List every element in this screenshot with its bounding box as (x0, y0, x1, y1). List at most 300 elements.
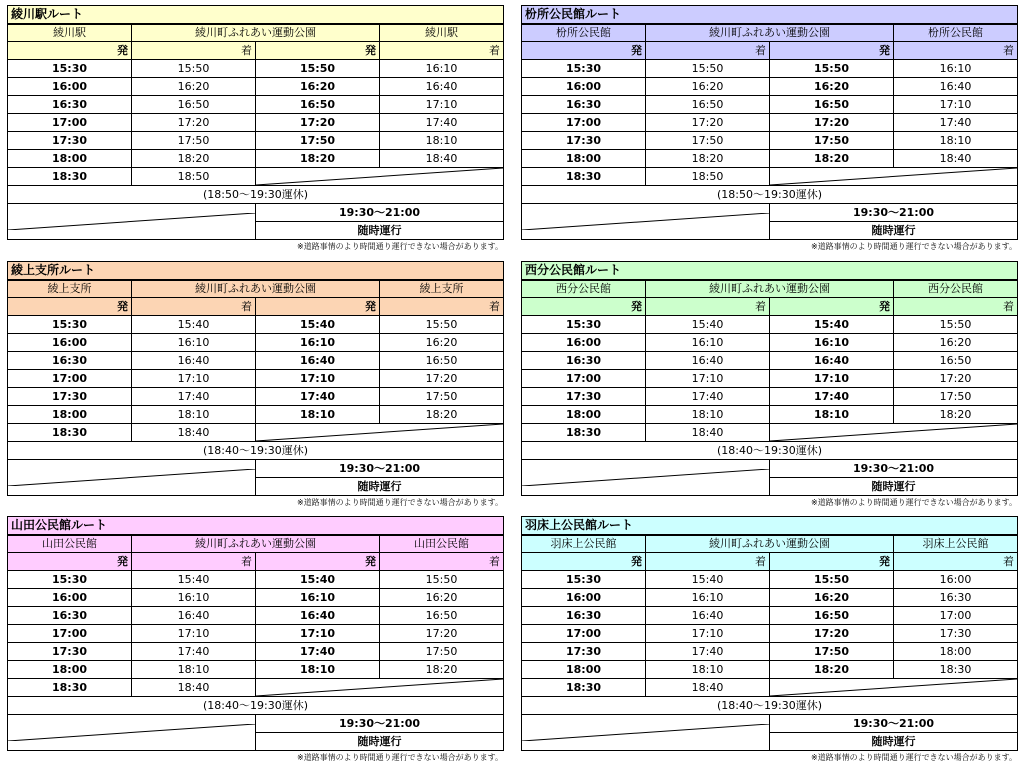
no-service-cell (256, 168, 504, 186)
departure-time: 15:40 (256, 316, 380, 334)
arrival-time: 16:40 (894, 78, 1018, 96)
arrive-label: 着 (646, 42, 770, 60)
route-timetable (521, 5, 1017, 252)
table-row (8, 625, 504, 643)
departure-time: 17:50 (770, 643, 894, 661)
no-service-slash (770, 168, 1017, 185)
arrival-time: 15:40 (646, 316, 770, 334)
table-row (522, 168, 1018, 186)
depart-label: 発 (522, 42, 646, 60)
departure-time: 17:00 (8, 370, 132, 388)
no-service-slash (770, 424, 1017, 441)
service-suspension-note: (18:50～19:30運休) (522, 186, 1018, 204)
departure-time: 18:10 (256, 406, 380, 424)
no-service-cell (522, 460, 770, 496)
arrive-label: 着 (894, 298, 1018, 316)
arrival-time: 18:40 (646, 679, 770, 697)
arrival-time: 16:10 (132, 334, 256, 352)
table-row (8, 424, 504, 442)
arrival-time: 16:50 (646, 96, 770, 114)
departure-time: 16:30 (522, 96, 646, 114)
departure-time: 15:30 (8, 316, 132, 334)
table-row (522, 679, 1018, 697)
service-suspension-note: (18:40～19:30運休) (522, 697, 1018, 715)
table-row (8, 96, 504, 114)
arrival-time: 16:40 (132, 352, 256, 370)
departure-time: 18:20 (770, 150, 894, 168)
arrival-time: 18:10 (380, 132, 504, 150)
arrival-time: 16:10 (894, 60, 1018, 78)
arrival-time: 16:50 (380, 607, 504, 625)
departure-time: 15:30 (522, 60, 646, 78)
service-suspension-note: (18:40～19:30運休) (8, 697, 504, 715)
stop-name-origin: 綾川駅 (8, 24, 132, 42)
depart-label: 発 (256, 553, 380, 571)
departure-time: 16:00 (8, 589, 132, 607)
arrival-time: 16:20 (894, 334, 1018, 352)
stop-name-park: 綾川町ふれあい運動公園 (646, 24, 894, 42)
arrival-time: 16:50 (132, 96, 256, 114)
departure-time: 17:10 (770, 370, 894, 388)
arrival-time: 16:40 (132, 607, 256, 625)
delay-disclaimer: ※道路事情のより時間通り運行できない場合があります。 (296, 498, 503, 507)
table-row (8, 571, 504, 589)
arrival-time: 17:50 (380, 388, 504, 406)
departure-time: 17:40 (256, 643, 380, 661)
route-title: 羽床上公民館ルート (522, 517, 1018, 535)
on-demand-label: 随時運行 (256, 733, 504, 751)
stop-name-origin: 山田公民館 (8, 535, 132, 553)
on-demand-label: 随時運行 (770, 733, 1018, 751)
arrival-time: 18:00 (894, 643, 1018, 661)
arrival-time: 17:10 (132, 370, 256, 388)
arrival-time: 17:50 (132, 132, 256, 150)
arrival-time: 16:10 (132, 589, 256, 607)
arrival-time: 17:10 (894, 96, 1018, 114)
departure-time: 17:30 (522, 643, 646, 661)
departure-time: 17:00 (522, 625, 646, 643)
departure-time: 16:30 (8, 607, 132, 625)
service-suspension-note: (18:40～19:30運休) (8, 442, 504, 460)
arrival-time: 17:50 (894, 388, 1018, 406)
table-row (522, 334, 1018, 352)
table-row (8, 114, 504, 132)
table-row (8, 316, 504, 334)
table-row (522, 571, 1018, 589)
on-demand-hours: 19:30～21:00 (256, 460, 504, 478)
departure-time: 16:40 (256, 352, 380, 370)
arrival-time: 18:10 (132, 406, 256, 424)
depart-label: 発 (8, 42, 132, 60)
arrival-time: 18:40 (132, 679, 256, 697)
on-demand-hours: 19:30～21:00 (770, 715, 1018, 733)
table-row (522, 625, 1018, 643)
route-title: 山田公民館ルート (8, 517, 504, 535)
departure-time: 17:30 (522, 132, 646, 150)
departure-time: 17:30 (522, 388, 646, 406)
arrival-time: 16:20 (380, 589, 504, 607)
table-row (522, 424, 1018, 442)
table-row (522, 607, 1018, 625)
arrival-time: 18:30 (894, 661, 1018, 679)
stop-name-origin: 西分公民館 (522, 280, 646, 298)
arrival-time: 17:20 (132, 114, 256, 132)
stop-name-return: 枌所公民館 (894, 24, 1018, 42)
no-service-cell (256, 679, 504, 697)
table-row (522, 388, 1018, 406)
arrival-time: 15:40 (132, 571, 256, 589)
arrival-time: 16:50 (380, 352, 504, 370)
arrival-time: 18:40 (380, 150, 504, 168)
on-demand-hours: 19:30～21:00 (770, 460, 1018, 478)
table-row (522, 96, 1018, 114)
stop-name-origin: 羽床上公民館 (522, 535, 646, 553)
departure-time: 17:20 (770, 114, 894, 132)
stop-name-origin: 枌所公民館 (522, 24, 646, 42)
departure-time: 16:30 (8, 352, 132, 370)
departure-time: 17:20 (770, 625, 894, 643)
departure-time: 17:00 (522, 114, 646, 132)
arrival-time: 16:10 (380, 60, 504, 78)
depart-label: 発 (770, 298, 894, 316)
no-service-cell (8, 715, 256, 751)
departure-time: 17:30 (8, 643, 132, 661)
departure-time: 16:10 (256, 334, 380, 352)
stop-name-park: 綾川町ふれあい運動公園 (132, 24, 380, 42)
depart-label: 発 (256, 298, 380, 316)
arrival-time: 18:20 (380, 661, 504, 679)
no-service-slash (522, 469, 769, 486)
departure-time: 17:50 (256, 132, 380, 150)
stop-name-park: 綾川町ふれあい運動公園 (132, 535, 380, 553)
no-service-slash (256, 679, 503, 696)
arrival-time: 18:10 (646, 406, 770, 424)
departure-time: 17:00 (8, 625, 132, 643)
table-row (8, 352, 504, 370)
departure-time: 15:40 (770, 316, 894, 334)
arrival-time: 17:40 (132, 643, 256, 661)
arrive-label: 着 (132, 553, 256, 571)
arrival-time: 17:20 (646, 114, 770, 132)
delay-disclaimer: ※道路事情のより時間通り運行できない場合があります。 (296, 242, 503, 251)
arrive-label: 着 (646, 553, 770, 571)
departure-time: 18:30 (522, 679, 646, 697)
arrive-label: 着 (132, 42, 256, 60)
no-service-slash (8, 724, 255, 741)
arrival-time: 17:40 (380, 114, 504, 132)
departure-time: 16:30 (522, 352, 646, 370)
route-timetable (7, 261, 503, 508)
table-row (522, 132, 1018, 150)
arrival-time: 17:50 (646, 132, 770, 150)
table-row (8, 406, 504, 424)
no-service-cell (8, 460, 256, 496)
departure-time: 17:10 (256, 625, 380, 643)
no-service-cell (770, 168, 1018, 186)
stop-name-park: 綾川町ふれあい運動公園 (646, 280, 894, 298)
arrival-time: 18:10 (894, 132, 1018, 150)
table-row (8, 150, 504, 168)
arrival-time: 17:20 (380, 370, 504, 388)
departure-time: 18:30 (8, 168, 132, 186)
departure-time: 15:50 (770, 60, 894, 78)
no-service-cell (770, 679, 1018, 697)
route-timetable (521, 516, 1017, 763)
arrival-time: 17:20 (894, 370, 1018, 388)
delay-disclaimer: ※道路事情のより時間通り運行できない場合があります。 (810, 498, 1017, 507)
departure-time: 18:00 (8, 661, 132, 679)
table-row (522, 60, 1018, 78)
arrival-time: 16:30 (894, 589, 1018, 607)
departure-time: 18:30 (8, 679, 132, 697)
no-service-slash (770, 679, 1017, 696)
route-timetable (521, 261, 1017, 508)
departure-time: 18:00 (522, 406, 646, 424)
departure-time: 18:30 (522, 168, 646, 186)
route-timetable (7, 5, 503, 252)
on-demand-label: 随時運行 (770, 478, 1018, 496)
departure-time: 18:00 (8, 406, 132, 424)
table-row (8, 589, 504, 607)
depart-label: 発 (8, 298, 132, 316)
table-row (522, 78, 1018, 96)
departure-time: 16:50 (770, 96, 894, 114)
departure-time: 16:00 (8, 334, 132, 352)
departure-time: 17:00 (522, 370, 646, 388)
depart-label: 発 (256, 42, 380, 60)
departure-time: 18:10 (770, 406, 894, 424)
table-row (522, 643, 1018, 661)
departure-time: 16:00 (522, 78, 646, 96)
table-row (8, 132, 504, 150)
arrival-time: 15:50 (380, 571, 504, 589)
departure-time: 15:50 (256, 60, 380, 78)
departure-time: 16:00 (522, 334, 646, 352)
stop-name-return: 綾川駅 (380, 24, 504, 42)
arrival-time: 15:50 (132, 60, 256, 78)
departure-time: 16:40 (256, 607, 380, 625)
arrive-label: 着 (646, 298, 770, 316)
table-row (522, 406, 1018, 424)
departure-time: 16:10 (256, 589, 380, 607)
arrival-time: 17:50 (380, 643, 504, 661)
departure-time: 18:20 (256, 150, 380, 168)
table-row (8, 334, 504, 352)
departure-time: 16:00 (522, 589, 646, 607)
arrival-time: 18:50 (646, 168, 770, 186)
no-service-slash (8, 213, 255, 230)
stop-name-return: 羽床上公民館 (894, 535, 1018, 553)
route-timetable (7, 516, 503, 763)
arrive-label: 着 (380, 42, 504, 60)
departure-time: 15:30 (522, 571, 646, 589)
delay-disclaimer: ※道路事情のより時間通り運行できない場合があります。 (810, 242, 1017, 251)
departure-time: 16:20 (256, 78, 380, 96)
table-row (8, 388, 504, 406)
on-demand-hours: 19:30～21:00 (256, 204, 504, 222)
delay-disclaimer: ※道路事情のより時間通り運行できない場合があります。 (810, 753, 1017, 762)
on-demand-label: 随時運行 (256, 222, 504, 240)
table-row (522, 661, 1018, 679)
arrival-time: 18:20 (646, 150, 770, 168)
arrival-time: 17:10 (132, 625, 256, 643)
arrive-label: 着 (380, 298, 504, 316)
departure-time: 18:20 (770, 661, 894, 679)
route-title: 綾上支所ルート (8, 262, 504, 280)
on-demand-label: 随時運行 (770, 222, 1018, 240)
departure-time: 16:20 (770, 78, 894, 96)
departure-time: 16:40 (770, 352, 894, 370)
arrival-time: 18:20 (132, 150, 256, 168)
departure-time: 16:30 (8, 96, 132, 114)
no-service-cell (256, 424, 504, 442)
departure-time: 18:00 (522, 150, 646, 168)
no-service-slash (256, 424, 503, 441)
departure-time: 17:20 (256, 114, 380, 132)
table-row (522, 150, 1018, 168)
arrival-time: 16:40 (380, 78, 504, 96)
arrival-time: 16:10 (646, 334, 770, 352)
table-row (8, 661, 504, 679)
arrival-time: 17:40 (132, 388, 256, 406)
depart-label: 発 (770, 42, 894, 60)
departure-time: 17:00 (8, 114, 132, 132)
depart-label: 発 (522, 553, 646, 571)
departure-time: 15:40 (256, 571, 380, 589)
departure-time: 17:50 (770, 132, 894, 150)
table-row (522, 352, 1018, 370)
on-demand-hours: 19:30～21:00 (256, 715, 504, 733)
table-row (8, 168, 504, 186)
arrival-time: 16:20 (380, 334, 504, 352)
departure-time: 16:50 (770, 607, 894, 625)
table-row (522, 589, 1018, 607)
depart-label: 発 (8, 553, 132, 571)
table-row (8, 78, 504, 96)
arrival-time: 18:50 (132, 168, 256, 186)
stop-name-return: 山田公民館 (380, 535, 504, 553)
no-service-slash (256, 168, 503, 185)
no-service-cell (522, 204, 770, 240)
departure-time: 16:50 (256, 96, 380, 114)
departure-time: 18:00 (8, 150, 132, 168)
departure-time: 16:10 (770, 334, 894, 352)
arrival-time: 15:50 (894, 316, 1018, 334)
departure-time: 15:30 (522, 316, 646, 334)
service-suspension-note: (18:50～19:30運休) (8, 186, 504, 204)
arrive-label: 着 (132, 298, 256, 316)
arrival-time: 18:40 (894, 150, 1018, 168)
table-row (8, 643, 504, 661)
departure-time: 15:30 (8, 60, 132, 78)
table-row (522, 370, 1018, 388)
arrive-label: 着 (894, 42, 1018, 60)
arrival-time: 15:40 (646, 571, 770, 589)
arrive-label: 着 (380, 553, 504, 571)
route-title: 枌所公民館ルート (522, 6, 1018, 24)
arrival-time: 18:20 (894, 406, 1018, 424)
arrival-time: 15:50 (646, 60, 770, 78)
stop-name-park: 綾川町ふれあい運動公園 (132, 280, 380, 298)
departure-time: 17:40 (256, 388, 380, 406)
table-row (8, 370, 504, 388)
departure-time: 16:20 (770, 589, 894, 607)
arrival-time: 15:50 (380, 316, 504, 334)
departure-time: 18:10 (256, 661, 380, 679)
arrival-time: 18:10 (646, 661, 770, 679)
arrival-time: 17:40 (894, 114, 1018, 132)
arrival-time: 16:40 (646, 607, 770, 625)
arrival-time: 17:10 (646, 625, 770, 643)
arrival-time: 18:40 (132, 424, 256, 442)
depart-label: 発 (770, 553, 894, 571)
no-service-slash (522, 724, 769, 741)
stop-name-return: 綾上支所 (380, 280, 504, 298)
service-suspension-note: (18:40～19:30運休) (522, 442, 1018, 460)
arrival-time: 18:10 (132, 661, 256, 679)
arrival-time: 16:20 (132, 78, 256, 96)
no-service-slash (522, 213, 769, 230)
stop-name-park: 綾川町ふれあい運動公園 (646, 535, 894, 553)
no-service-cell (8, 204, 256, 240)
departure-time: 17:30 (8, 388, 132, 406)
arrival-time: 15:40 (132, 316, 256, 334)
departure-time: 17:10 (256, 370, 380, 388)
on-demand-hours: 19:30～21:00 (770, 204, 1018, 222)
delay-disclaimer: ※道路事情のより時間通り運行できない場合があります。 (296, 753, 503, 762)
stop-name-return: 西分公民館 (894, 280, 1018, 298)
departure-time: 18:30 (8, 424, 132, 442)
arrival-time: 16:50 (894, 352, 1018, 370)
depart-label: 発 (522, 298, 646, 316)
no-service-cell (770, 424, 1018, 442)
arrival-time: 18:20 (380, 406, 504, 424)
arrival-time: 17:10 (646, 370, 770, 388)
no-service-slash (8, 469, 255, 486)
arrival-time: 17:40 (646, 643, 770, 661)
on-demand-label: 随時運行 (256, 478, 504, 496)
table-row (522, 114, 1018, 132)
table-row (522, 316, 1018, 334)
no-service-cell (522, 715, 770, 751)
departure-time: 15:30 (8, 571, 132, 589)
arrival-time: 18:40 (646, 424, 770, 442)
arrival-time: 17:20 (380, 625, 504, 643)
departure-time: 18:30 (522, 424, 646, 442)
table-row (8, 607, 504, 625)
arrival-time: 17:10 (380, 96, 504, 114)
departure-time: 16:30 (522, 607, 646, 625)
arrival-time: 16:10 (646, 589, 770, 607)
table-row (8, 679, 504, 697)
route-title: 綾川駅ルート (8, 6, 504, 24)
departure-time: 18:00 (522, 661, 646, 679)
arrival-time: 16:40 (646, 352, 770, 370)
departure-time: 15:50 (770, 571, 894, 589)
table-row (8, 60, 504, 78)
arrival-time: 16:20 (646, 78, 770, 96)
departure-time: 16:00 (8, 78, 132, 96)
arrive-label: 着 (894, 553, 1018, 571)
arrival-time: 17:30 (894, 625, 1018, 643)
route-title: 西分公民館ルート (522, 262, 1018, 280)
arrival-time: 16:00 (894, 571, 1018, 589)
departure-time: 17:40 (770, 388, 894, 406)
stop-name-origin: 綾上支所 (8, 280, 132, 298)
departure-time: 17:30 (8, 132, 132, 150)
arrival-time: 17:40 (646, 388, 770, 406)
arrival-time: 17:00 (894, 607, 1018, 625)
